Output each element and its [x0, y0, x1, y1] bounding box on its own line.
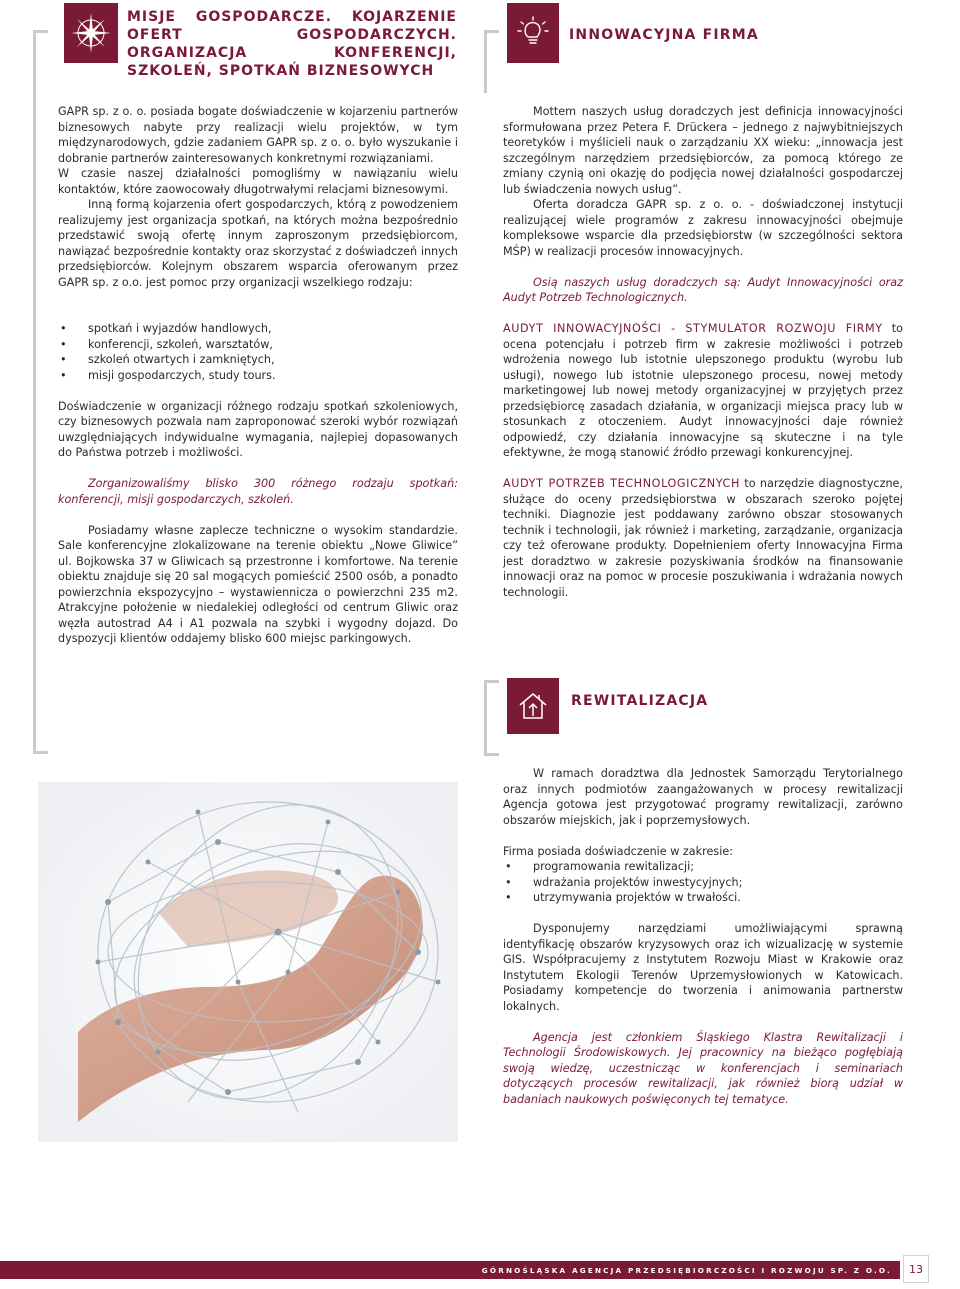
left-p4: Doświadczenie w organizacji różnego rodzaju spotkań szkoleniowych, czy biznesowych pozwala nam zaproponować szeroki wybór rozwiązań uwzględniających indywidualne wymagania, najlepiej dopasowanych do Państwa potrzeb i możliwości. [58, 399, 458, 459]
audit-tech-label: AUDYT POTRZEB TECHNOLOGICZNYCH [503, 477, 740, 490]
list-item: • utrzymywania projektów w trwałości. [533, 890, 903, 906]
list-item: • szkoleń otwartych i zamkniętych, [88, 352, 458, 368]
left-header-bracket [33, 30, 48, 754]
right-header-bracket [484, 30, 499, 93]
right-column [503, 104, 903, 600]
rewit-bullet-list [503, 859, 903, 906]
right-p1: Mottem naszych usług doradczych jest definicja innowacyjności sformułowana przez Petera F. Drückera – jednego z najwybitniejszych teoretyków i myślicieli nauk o zarządzaniu XX wieku: „innowacja jest szczególnym narzędziem przedsiębiorców, za pomocą którego ze zmiany czynią oni okazję do podjęcia nowej działalności gospodarczej lub świadczenia nowych usług”. [503, 105, 903, 196]
left-p3: Inną formą kojarzenia ofert gospodarczych, którą z powodzeniem realizujemy jest organizacja spotkań, na których można bezpośrednio przedstawić swoją ofertę innym zaproszonym przedsiębiorcom, nawiązać bezpośrednie kontakty oraz skorzystać z doświadczeń innych przedsiębiorców. Kolejnym obszarem wsparcia oferowanym przez GAPR sp. z o.o. jest pomoc przy organizacji wszelkiego rodzaju: [58, 198, 458, 289]
rewit-p3: Dysponujemy narzędziami umożliwiającymi sprawną identyfikację obszarów kryzysowych oraz ich wizualizację w systemie GIS. Współpracujemy z Instytutem Rozwoju Miast w Krakowie oraz Instytutem Ekologii Terenów Uprzemysłowionych w Katowicach. Posiadamy kompetencje do tworzenia i animowania partnerstw lokalnych. [503, 922, 903, 1013]
right-p2: Oferta doradcza GAPR sp. z o. o. - doświadczonej instytucji realizującej wiele programów z zakresu innowacyjności obejmuje kompleksowe wsparcie dla przedsiębiorstw (w szczególności sektora MŚP) w realizacji procesów innowacyjnych. [503, 198, 903, 258]
header-right-title: INNOWACYJNA FIRMA [569, 27, 759, 43]
header-left-title: MISJE GOSPODARCZE. KOJARZENIE OFERT GOSPODARCZYCH. ORGANIZACJA KONFERENCJI, SZKOLEŃ, SPOTKAŃ BIZNESOWYCH [127, 9, 457, 79]
compass-star-icon [64, 3, 118, 63]
left-column [58, 104, 458, 647]
rewit-column [503, 766, 903, 1107]
left-p2: W czasie naszej działalności pomogliśmy w nawiązaniu wielu kontaktów, które zaowocowały długotrwałymi relacjami biznesowymi. [58, 167, 458, 196]
footer-company: GÓRNOŚLĄSKA AGENCJA PRZEDSIĘBIORCZOŚCI I ROZWOJU SP. Z O.O. [481, 1265, 892, 1275]
lightbulb-icon [507, 3, 559, 63]
right-p3: Osią naszych usług doradczych są: Audyt Innowacyjności oraz Audyt Potrzeb Technologicznych. [503, 275, 903, 304]
list-item: • programowania rewitalizacji; [533, 859, 903, 875]
audit-innovation-label: AUDYT INNOWACYJNOŚCI - STYMULATOR ROZWOJU FIRMY [503, 322, 883, 335]
rewit-p4: Agencja jest członkiem Śląskiego Klastra Rewitalizacji i Technologii Środowiskowych. Jej pracownicy na bieżąco pogłębiają swoją wiedzę, uczestnicząc w konferencjach i seminariach dotyczących procesów rewitalizacji, jak również biorą udział w badaniach naukowych poświęconych tej tematyce. [503, 1030, 903, 1106]
page-number: 13 [903, 1255, 929, 1283]
footer-bar [0, 1261, 900, 1279]
right-p5: AUDYT POTRZEB TECHNOLOGICZNYCH to narzędzie diagnostyczne, służące do oceny przedsiębiorstwa w obszarach szeroko pojętej techniki. Diagnozie jest poddawany zarówno obszar stosowanych technik i technologii, jak również i marketing, zarządzanie, organizacja czy też oferowane produkty. Dopełnieniem oferty Innowacyjna Firma jest doradztwo w zakresie pozyskiwania środków na finansowanie innowacji oraz na pomoc w procesie poszukiwania i wdrażania nowych technologii. [503, 477, 903, 599]
left-p1: GAPR sp. z o. o. posiada bogate doświadczenie w kojarzeniu partnerów biznesowych nabyte przy realizacji wielu projektów, w tym międzynarodowych, gdzie zadaniem GAPR sp. z o. o. było wyszukanie i dobranie partnerów zainteresowanych konkretnymi rozwiązaniami. [58, 105, 458, 165]
house-icon [507, 678, 559, 734]
left-bullet-list [58, 321, 458, 383]
rewit-title: REWITALIZACJA [571, 693, 709, 709]
list-item: • konferencji, szkoleń, warsztatów, [88, 337, 458, 353]
rewit-p2: Firma posiada doświadczenie w zakresie: [503, 844, 733, 858]
list-item: • misji gospodarczych, study tours. [88, 368, 458, 384]
rewit-bracket [484, 680, 499, 756]
list-item: • spotkań i wyjazdów handlowych, [88, 321, 458, 337]
left-p6: Posiadamy własne zaplecze techniczne o wysokim standardzie. Sale konferencyjne zlokalizowane na terenie obiektu „Nowe Gliwice” ul. Bojkowska 37 w Gliwicach są przestronne i komfortowe. Na terenie obiektu znajduje się 20 sal mogących pomieścić 2500 osób, a ponadto powierzchnia ekspozycyjno – wystawiennicza o powierzchni 235 m2. Atrakcyjne położenie w niedalekiej odległości od centrum Gliwic oraz węzła autostrad A4 i A1 pozwala na szybki i wygodny dojazd. Do dyspozycji klientów oddajemy blisko 600 miejsc parkingowych. [58, 523, 458, 645]
rewit-p1: W ramach doradztwa dla Jednostek Samorządu Terytorialnego oraz innych podmiotów zaangażowanych w procesy rewitalizacji Agencja gotowa jest przygotować programy rewitalizacji, zarówno obszarów miejskich, jak i poprzemysłowych. [503, 767, 903, 827]
right-p4: AUDYT INNOWACYJNOŚCI - STYMULATOR ROZWOJU FIRMY to ocena potencjału i potrzeb firm w zakresie możliwości i potrzeb wdrożenia nowego lub istotnie ulepszonego produktu (wyrobu lub usługi), nowego lub istotnie ulepszonego procesu, nowej metody marketingowej lub nowej metody organizacyjnej w przyjętych przez przedsiębiorcę zasadach działania, w organizacji miejsca pracy lub w stosunkach z otoczeniem. Audyt innowacyjności daje również odpowiedź, czy działania innowacyjne są skuteczne i na tyle efektywne, że mogą stanowić źródło przewagi konkurencyjnej. [503, 322, 903, 459]
hand-network-image [38, 782, 458, 1142]
left-p5: Zorganizowaliśmy blisko 300 różnego rodzaju spotkań: konferencji, misji gospodarczych, szkoleń. [58, 477, 458, 506]
list-item: • wdrażania projektów inwestycyjnych; [533, 875, 903, 891]
